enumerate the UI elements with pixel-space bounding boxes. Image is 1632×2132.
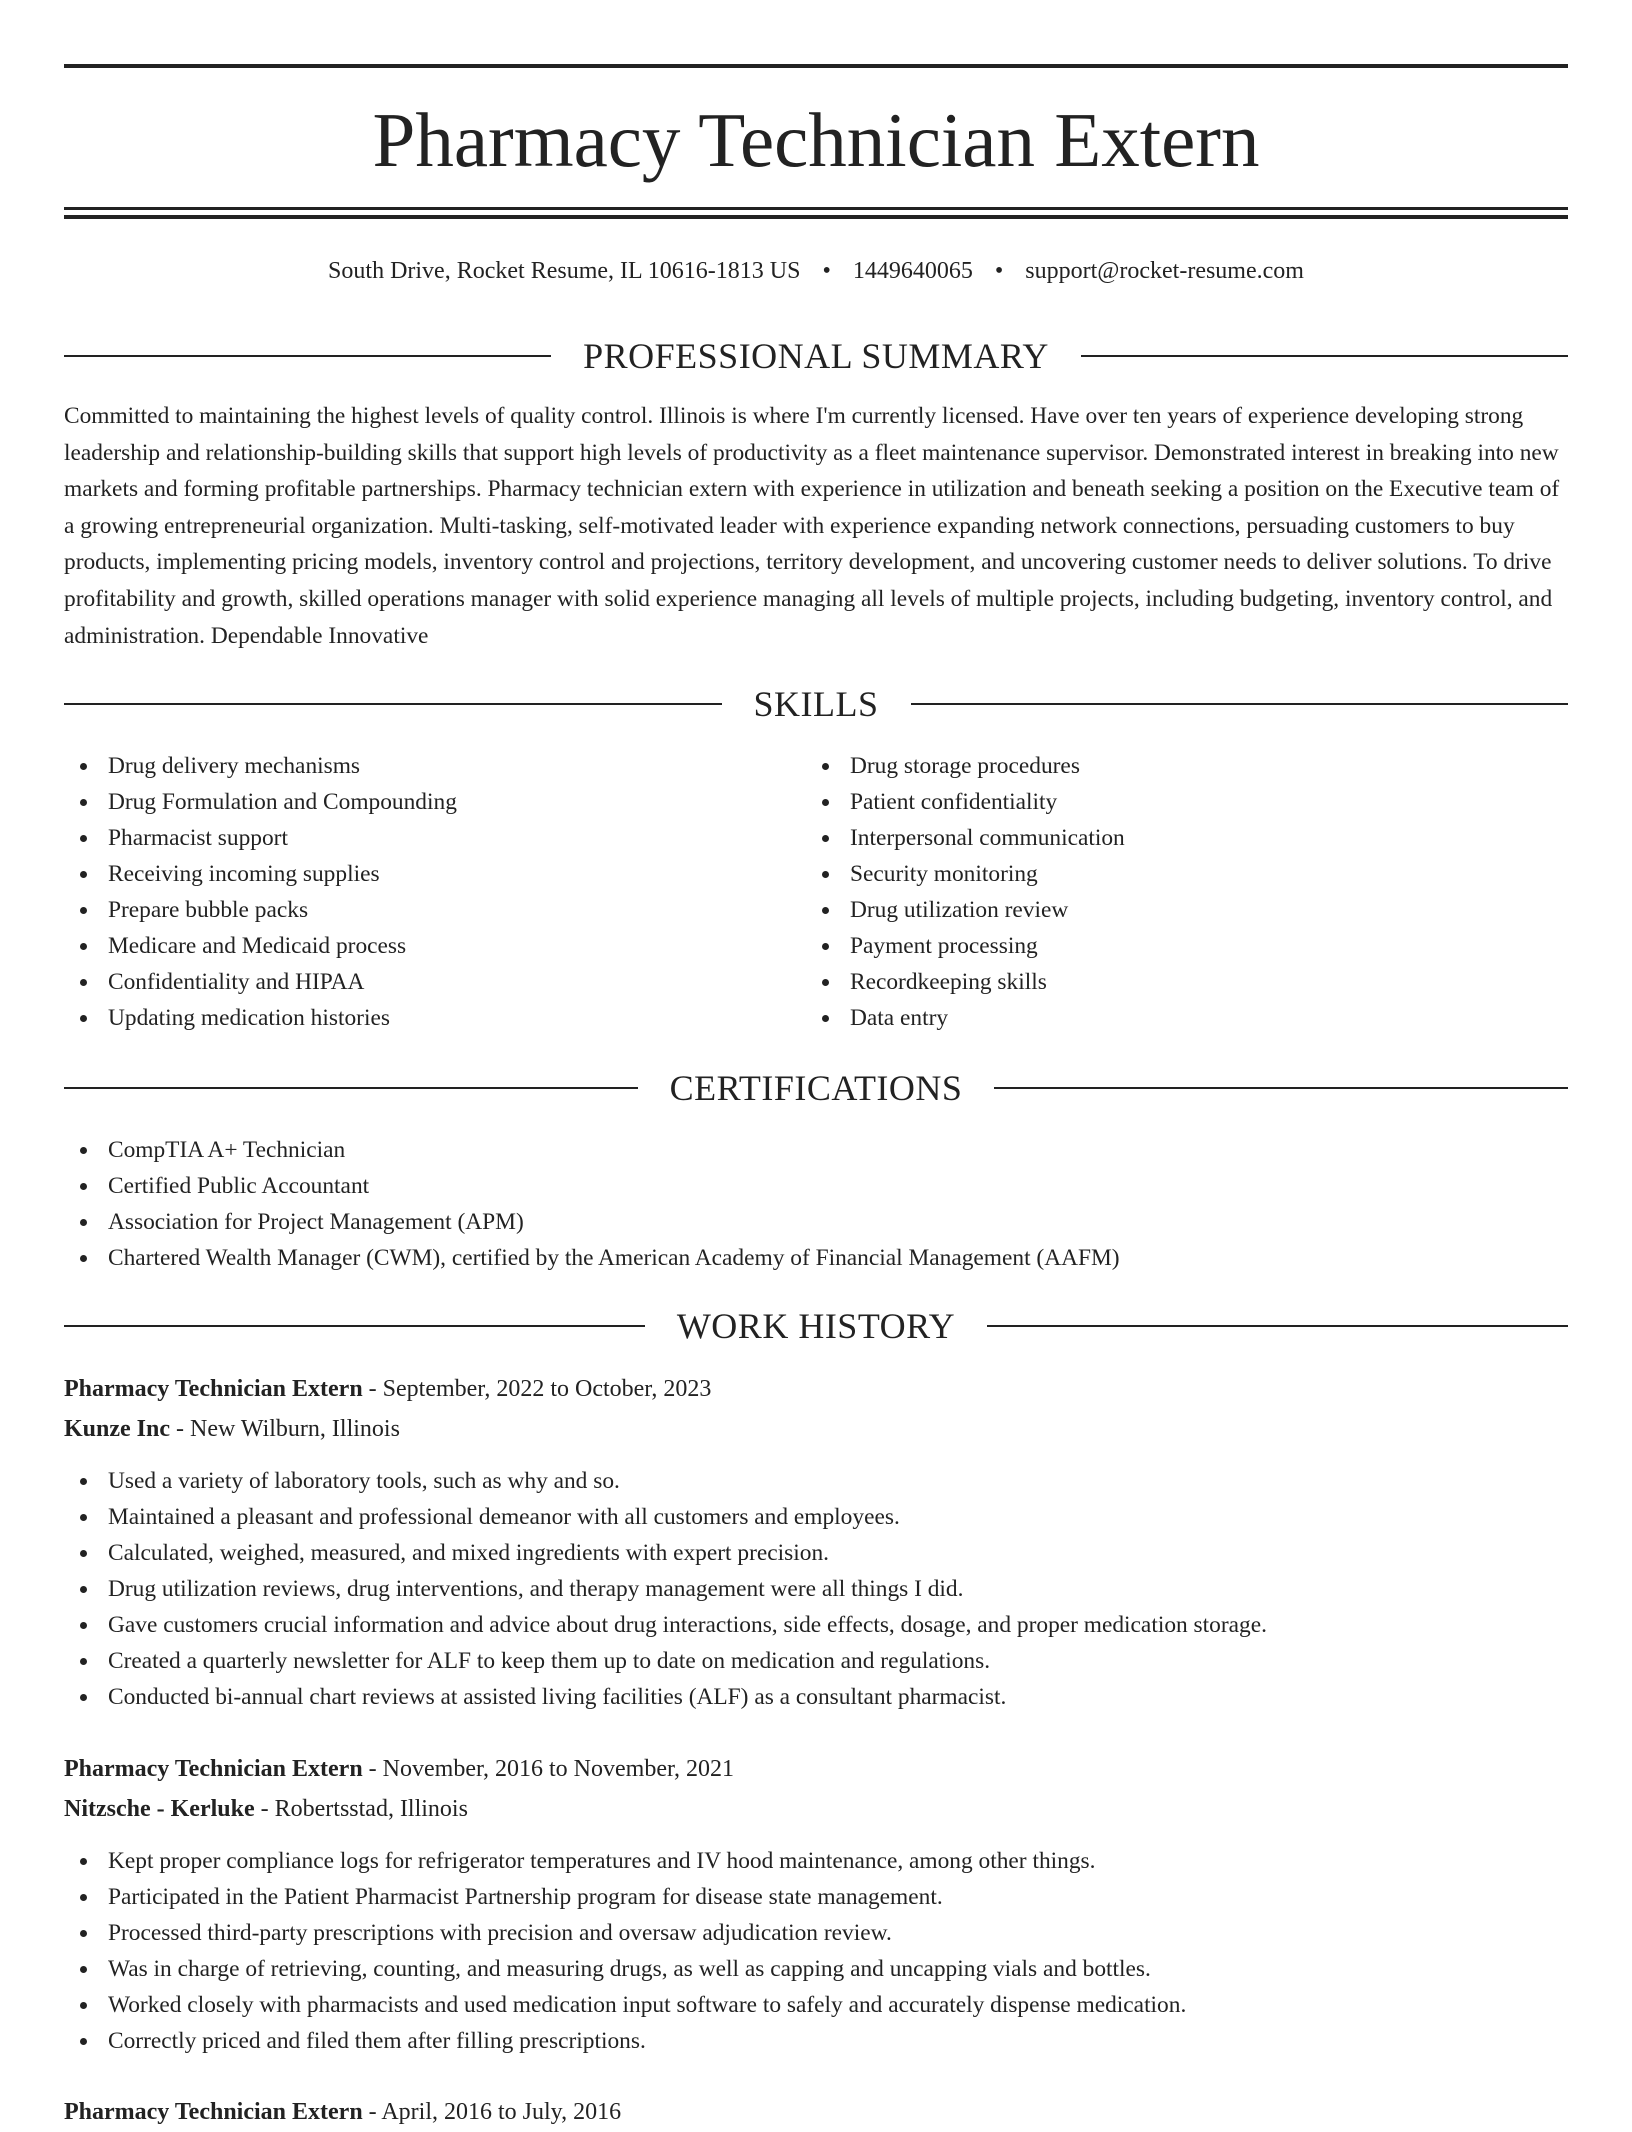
work-history-heading-label: WORK HISTORY bbox=[676, 1306, 956, 1346]
certification-item: Certified Public Accountant bbox=[64, 1168, 1568, 1204]
skill-item: Security monitoring bbox=[806, 856, 1546, 892]
job-company-line bbox=[64, 1789, 468, 1829]
top-rule bbox=[64, 64, 1568, 68]
heading-rule-left bbox=[64, 703, 722, 705]
skill-item: Drug storage procedures bbox=[806, 748, 1546, 784]
job-title: Pharmacy Technician Extern bbox=[64, 1376, 363, 1402]
heading-rule-right bbox=[994, 1087, 1568, 1089]
title-rule-lower bbox=[64, 215, 1568, 219]
skills-heading-label: SKILLS bbox=[753, 684, 879, 724]
heading-rule-right bbox=[987, 1325, 1568, 1327]
certification-item: Association for Project Management (APM) bbox=[64, 1204, 1568, 1240]
job-title: Pharmacy Technician Extern bbox=[64, 1756, 363, 1782]
certification-item: CompTIA A+ Technician bbox=[64, 1132, 1568, 1168]
summary-heading-label: PROFESSIONAL SUMMARY bbox=[583, 336, 1049, 376]
job-bullet: Participated in the Patient Pharmacist Partnership program for disease state management. bbox=[64, 1879, 1568, 1915]
skill-item: Updating medication histories bbox=[64, 1000, 804, 1036]
job-dates: - September, 2022 to October, 2023 bbox=[362, 1376, 712, 1402]
work-history-heading bbox=[64, 1304, 1568, 1348]
contact-email: support@rocket-resume.com bbox=[1025, 258, 1304, 284]
job-location: - Robertsstad, Illinois bbox=[254, 1796, 468, 1822]
skill-item: Receiving incoming supplies bbox=[64, 856, 804, 892]
skills-heading bbox=[64, 682, 1568, 726]
job-bullet: Was in charge of retrieving, counting, and measuring drugs, as well as capping and uncapping vials and bottles. bbox=[64, 1951, 1568, 1987]
heading-rule-left bbox=[64, 1087, 638, 1089]
job-bullet: Calculated, weighed, measured, and mixed ingredients with expert precision. bbox=[64, 1535, 1568, 1571]
job-bullet: Maintained a pleasant and professional demeanor with all customers and employees. bbox=[64, 1499, 1568, 1535]
skill-item: Recordkeeping skills bbox=[806, 964, 1546, 1000]
job-title: Pharmacy Technician Extern bbox=[64, 2099, 363, 2125]
job-bullets bbox=[64, 1843, 1568, 2059]
contact-line bbox=[64, 255, 1568, 287]
certifications-heading-label: CERTIFICATIONS bbox=[669, 1068, 963, 1108]
skill-item: Interpersonal communication bbox=[806, 820, 1546, 856]
summary-heading bbox=[64, 334, 1568, 378]
contact-address: South Drive, Rocket Resume, IL 10616-1813 US bbox=[328, 258, 801, 284]
contact-phone: 1449640065 bbox=[852, 258, 973, 284]
skill-item: Confidentiality and HIPAA bbox=[64, 964, 804, 1000]
skill-item: Pharmacist support bbox=[64, 820, 804, 856]
job-dates: - April, 2016 to July, 2016 bbox=[362, 2099, 622, 2125]
skill-item: Drug Formulation and Compounding bbox=[64, 784, 804, 820]
job-title-line bbox=[64, 1369, 711, 1409]
skill-item: Drug delivery mechanisms bbox=[64, 748, 804, 784]
certifications-list bbox=[64, 1132, 1568, 1276]
job-title-line bbox=[64, 1749, 734, 1789]
job-bullet: Created a quarterly newsletter for ALF to keep them up to date on medication and regulations. bbox=[64, 1643, 1568, 1679]
heading-rule-right bbox=[1081, 355, 1568, 357]
skills-list-right bbox=[806, 748, 1546, 1036]
job-bullet: Drug utilization reviews, drug interventions, and therapy management were all things I did. bbox=[64, 1571, 1568, 1607]
skill-item: Prepare bubble packs bbox=[64, 892, 804, 928]
contact-separator: • bbox=[822, 258, 831, 284]
job-bullet: Used a variety of laboratory tools, such as why and so. bbox=[64, 1463, 1568, 1499]
certifications-heading bbox=[64, 1066, 1568, 1110]
certification-item: Chartered Wealth Manager (CWM), certified by the American Academy of Financial Management (AAFM) bbox=[64, 1240, 1568, 1276]
job-bullets bbox=[64, 1463, 1568, 1715]
job-company: Kunze Inc bbox=[64, 1416, 171, 1442]
job-bullet: Correctly priced and filed them after filling prescriptions. bbox=[64, 2023, 1568, 2059]
skills-list-left bbox=[64, 748, 804, 1036]
job-company-line bbox=[64, 1409, 400, 1449]
job-bullet: Conducted bi-annual chart reviews at assisted living facilities (ALF) as a consultant pharmacist. bbox=[64, 1679, 1568, 1715]
skill-item: Patient confidentiality bbox=[806, 784, 1546, 820]
job-location: - New Wilburn, Illinois bbox=[170, 1416, 400, 1442]
job-bullet: Kept proper compliance logs for refrigerator temperatures and IV hood maintenance, among other things. bbox=[64, 1843, 1568, 1879]
resume-title: Pharmacy Technician Extern bbox=[372, 97, 1260, 183]
heading-rule-right bbox=[911, 703, 1569, 705]
job-bullet: Worked closely with pharmacists and used medication input software to safely and accurately dispense medication. bbox=[64, 1987, 1568, 2023]
skill-item: Data entry bbox=[806, 1000, 1546, 1036]
heading-rule-left bbox=[64, 1325, 645, 1327]
summary-text: Committed to maintaining the highest levels of quality control. Illinois is where I'm currently licensed. Have over ten years of experience developing strong leadership and relationship-building skills that support high levels of productivity as a fleet maintenance supervisor. Demonstrated interest in breaking into new markets and forming profitable partnerships. Pharmacy technician extern with experience in utilization and beneath seeking a position on the Executive team of a growing entrepreneurial organization. Multi-tasking, self-motivated leader with experience expanding network connections, persuading customers to buy products, implementing pricing models, inventory control and projections, territory development, and uncovering customer needs to deliver solutions. To drive profitability and growth, skilled operations manager with solid experience managing all levels of multiple projects, including budgeting, inventory control, and administration. Dependable Innovative bbox=[64, 403, 1560, 649]
job-company: Nitzsche - Kerluke bbox=[64, 1796, 255, 1822]
job-bullet: Processed third-party prescriptions with precision and oversaw adjudication review. bbox=[64, 1915, 1568, 1951]
job-dates: - November, 2016 to November, 2021 bbox=[362, 1756, 735, 1782]
skill-item: Payment processing bbox=[806, 928, 1546, 964]
job-title-line bbox=[64, 2092, 621, 2132]
skill-item: Drug utilization review bbox=[806, 892, 1546, 928]
contact-separator: • bbox=[994, 258, 1004, 284]
skill-item: Medicare and Medicaid process bbox=[64, 928, 804, 964]
job-bullet: Gave customers crucial information and advice about drug interactions, side effects, dosage, and proper medication storage. bbox=[64, 1607, 1568, 1643]
heading-rule-left bbox=[64, 355, 551, 357]
title-rule-upper bbox=[64, 207, 1568, 210]
